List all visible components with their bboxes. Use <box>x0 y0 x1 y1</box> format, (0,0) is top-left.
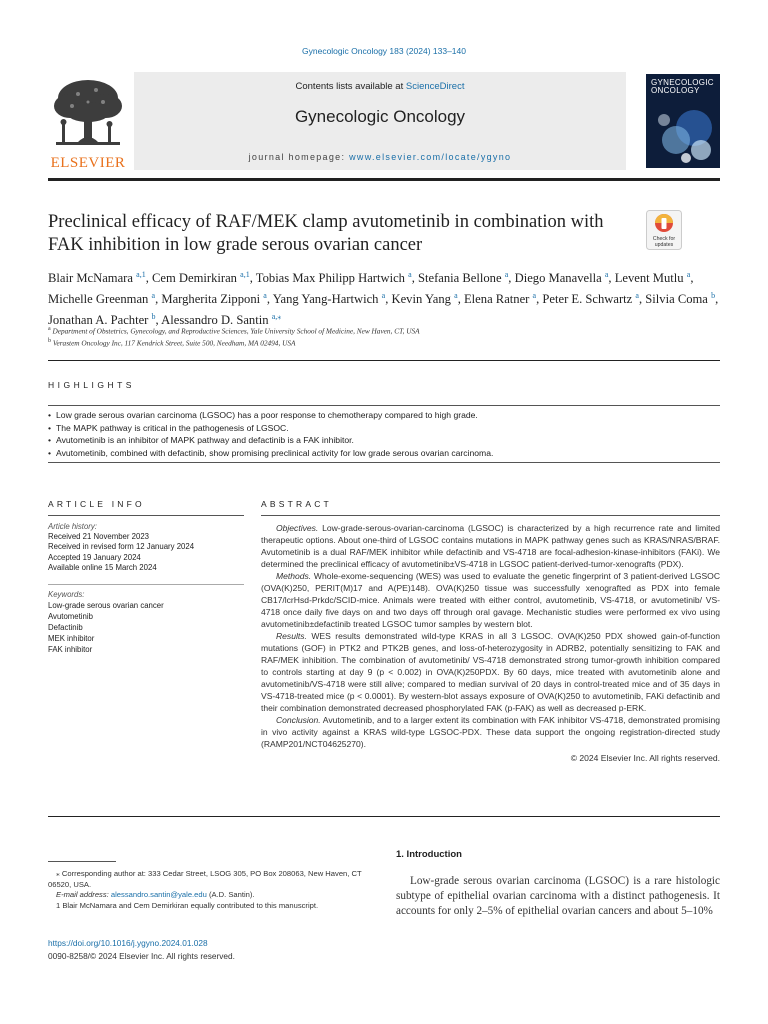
abstract-rule <box>261 515 720 516</box>
highlights-rule-top <box>48 405 720 406</box>
highlights-rule-bottom <box>48 462 720 463</box>
abstract-methods <box>261 570 720 630</box>
author-affiliation-marker[interactable]: a <box>381 291 386 301</box>
author-affiliation-marker[interactable]: b <box>151 312 156 322</box>
history-revised: Received in revised form 12 January 2024 <box>48 542 195 552</box>
affiliation-item <box>48 324 728 336</box>
author-name[interactable]: Elena Ratner <box>463 292 530 307</box>
author-affiliation-marker[interactable]: a <box>635 291 639 301</box>
journal-name: Gynecologic Oncology <box>294 107 466 126</box>
author-affiliation-marker[interactable]: a <box>263 291 267 301</box>
crossmark-icon <box>646 210 682 250</box>
author-name[interactable]: Tobias Max Philipp Hartwich <box>255 271 405 286</box>
abstract-heading: ABSTRACT <box>261 499 332 509</box>
keyword-item: MEK inhibitor <box>48 633 95 643</box>
author-affiliation-marker[interactable]: a,1 <box>240 270 250 279</box>
author-list: Blair McNamara $^{a,1}$, Cem Demirkiran $^{a,1}$, Tobias Max Philipp Hartwich $^a$, Stefania Bellone $^a$, Diego Manavella $^a$, Levent Mutlu $^a$, Michelle Greenman $^a$, Margherita Zipponi $^a$, Yang Yang-Hartwich $^a$, Kevin Yang $^a$, Elena Ratner $^a$, Peter E. Schwartz $^a$, Silvia Coma $^b$, Jonathan A. Pachter $^b$, Alessandro D. Santin $^{a,⁎}$ <box>48 270 719 328</box>
highlight-item: • Avutometinib is an inhibitor of MAPK pathway and defactinib is a FAK inhibitor. <box>48 434 720 447</box>
author-name[interactable]: Yang Yang-Hartwich <box>272 292 379 307</box>
abstract-results <box>261 630 720 714</box>
sciencedirect-link[interactable]: ScienceDirect <box>405 81 465 92</box>
affiliations <box>48 324 728 349</box>
highlight-item: • The MAPK pathway is critical in the pathogenesis of LGSOC. <box>48 422 720 435</box>
article-title: Preclinical efficacy of RAF/MEK clamp avutometinib in combination with FAK inhibition in low grade serous ovarian cancer <box>48 212 604 255</box>
author-affiliation-marker[interactable]: a <box>408 270 412 279</box>
objectives-text: Low-grade-serous-ovarian-carcinoma (LGSOC) is characterized by a high recurrence rate and limited therapeutic options. About one-third of LGSOC contains mutations in MAPK pathway genes such as KRAS/NRAS/BRAF. Avutometinib is a dual RAF/MEK inhibitor while defactinib and VS-4718 are focal-adhesion-kinase-inhibitors (FAKi). We determined the preclinical efficacy of avutometinib±VS-4718 in LGSOC patient-derived-tumor-xenografts (PDX). <box>261 523 720 569</box>
results-text: WES results demonstrated wild-type KRAS in all 3 LGSOC. OVA(K)250 PDX showed gain-of-function mutations (GOF) in PTK2 and PTK2B genes, and loss-of-heterozygosity in ADRB2, potentially sensitizing to FAK and RAF/MEK inhibition. The combination of avutometinib/ VS-4718 demonstrated strong tumor-growth inhibition compared to controls starting at day 9 (p < 0.002) in OVA(K)250PDX. By 60 days, mice treated with avutometinib alone and avutometinib/VS-4718 were still alive; compared to median survival of 20 days in control-treated mice and of 35 days in VS-4718-treated mice (p < 0.0001). By western-blot assays exposure of OVA(K)250 to avutometinib, FAKi defactinib and their combination demonstrated decreased phosphorylated FAK (p-FAK) as well as decreased p-ERK. <box>261 631 720 713</box>
abstract-conclusion <box>261 714 720 750</box>
journal-reference-link[interactable]: Gynecologic Oncology 183 (2024) 133–140 <box>302 46 466 56</box>
masthead-rule <box>48 178 720 181</box>
contents-prefix: Contents lists available at <box>295 81 406 92</box>
elsevier-wordmark: ELSEVIER <box>50 155 126 171</box>
email-note <box>48 890 378 901</box>
affiliation-text: Verastem Oncology Inc, 117 Kendrick Street, Suite 500, Needham, MA 02494, USA <box>51 338 296 348</box>
journal-homepage-link[interactable]: www.elsevier.com/locate/ygyno <box>349 152 512 162</box>
author-name[interactable]: Peter E. Schwartz <box>542 292 633 307</box>
homepage-prefix: journal homepage: <box>248 152 350 162</box>
issn-copyright: 0090-8258/© 2024 Elsevier Inc. All rights reserved. <box>48 951 235 961</box>
doi-link[interactable]: https://doi.org/10.1016/j.ygyno.2024.01.028 <box>48 938 208 948</box>
contents-available-line <box>134 81 626 92</box>
body-rule <box>48 816 720 817</box>
cover-title-line1: GYNECOLOGIC <box>651 78 714 87</box>
crossmark-text-line1: Check for <box>652 236 676 242</box>
section-rule <box>48 360 720 361</box>
footnotes <box>48 869 378 912</box>
affiliation-text: Department of Obstetrics, Gynecology, and Reproductive Sciences, Yale University School of Medicine, New Haven, CT, USA <box>50 326 420 336</box>
author-name[interactable]: Jonathan A. Pachter <box>48 313 149 328</box>
keyword-item: FAK inhibitor <box>48 644 93 654</box>
affiliation-item <box>48 336 728 348</box>
article-info-rule <box>48 515 244 516</box>
author-affiliation-marker[interactable]: a <box>504 270 509 279</box>
history-accepted: Accepted 19 January 2024 <box>48 552 141 562</box>
cover-title <box>651 79 717 95</box>
author-affiliation-marker[interactable]: a,⁎ <box>271 312 282 322</box>
keyword-item: Defactinib <box>48 622 83 632</box>
affiliation-marker: b <box>48 338 51 345</box>
results-label: Results. <box>276 631 307 641</box>
keyword-item: Avutometinib <box>48 611 93 621</box>
author-name[interactable]: Silvia Coma <box>645 292 708 307</box>
history-online: Available online 15 March 2024 <box>48 562 157 572</box>
corresponding-author-note: ⁎ Corresponding author at: 333 Cedar Street, LSOG 305, PO Box 208063, New Haven, CT 06520, USA. <box>48 869 362 889</box>
author-name[interactable]: Alessandro D. Santin <box>161 313 269 328</box>
objectives-label: Objectives. <box>276 523 319 533</box>
keywords-label: Keywords: <box>48 590 85 599</box>
equal-contribution-note: 1 Blair McNamara and Cem Demirkiran equally contributed to this manuscript. <box>56 901 319 911</box>
author-name[interactable]: Levent Mutlu <box>614 271 684 286</box>
crossmark-text-line2: updates <box>654 242 674 248</box>
author-name[interactable]: Cem Demirkiran <box>152 271 237 286</box>
cover-artwork-icon <box>646 100 720 168</box>
keyword-item: Low-grade serous ovarian cancer <box>48 600 164 610</box>
author-affiliation-marker[interactable]: a <box>532 291 537 301</box>
abstract-objectives <box>261 522 720 570</box>
elsevier-logo[interactable] <box>48 76 128 171</box>
abstract-copyright: © 2024 Elsevier Inc. All rights reserved. <box>570 753 720 763</box>
article-history <box>48 522 244 573</box>
author-affiliation-marker[interactable]: a <box>686 270 691 279</box>
check-for-updates-badge[interactable] <box>646 210 682 250</box>
email-link[interactable]: alessandro.santin@yale.edu <box>110 890 207 900</box>
author-affiliation-marker[interactable]: a <box>604 270 609 279</box>
cover-title-line2: ONCOLOGY <box>651 86 700 95</box>
introduction-text: Low-grade serous ovarian carcinoma (LGSOC) is a rare histologic subtype of epithelial ovarian carcinoma with a distinct pathogenesis. It accounts for only 2–5% of epithelial ovarian cancers and about 5–10% <box>396 875 720 917</box>
abstract-body <box>261 522 720 764</box>
highlight-item: • Avutometinib, combined with defactinib, show promising preclinical activity for low grade serous ovarian carcinoma. <box>48 447 720 460</box>
conclusion-text: Avutometinib, and to a larger extent its combination with FAK inhibitor VS-4718, demonstrated promising in vivo activity against a KRAS wild-type LGSOC-PDX. These data support the ongoing registration-directed study (RAMP201/NCT04625270). <box>261 715 720 749</box>
history-label: Article history: <box>48 522 97 531</box>
affiliation-marker: a <box>48 326 51 332</box>
methods-label: Methods. <box>276 571 312 581</box>
journal-cover-thumbnail[interactable] <box>646 74 720 168</box>
author-name[interactable]: Diego Manavella <box>514 271 602 286</box>
journal-homepage-line <box>134 152 626 162</box>
elsevier-tree-icon <box>48 76 128 150</box>
author-affiliation-marker[interactable]: a <box>454 291 458 301</box>
highlights-heading: HIGHLIGHTS <box>48 380 135 390</box>
author-name[interactable]: Margherita Zipponi <box>161 292 261 307</box>
email-label: E-mail address: <box>56 890 109 900</box>
highlights-list <box>48 409 720 459</box>
author-name[interactable]: Stefania Bellone <box>417 271 502 286</box>
highlight-item: • Low grade serous ovarian carcinoma (LGSOC) has a poor response to chemotherapy compared to high grade. <box>48 409 720 422</box>
introduction-heading: 1. Introduction <box>396 849 462 860</box>
author-affiliation-marker[interactable]: b <box>711 291 716 301</box>
author-affiliation-marker[interactable]: a,1 <box>136 270 146 279</box>
article-info-heading: ARTICLE INFO <box>48 499 145 509</box>
author-name[interactable]: Blair McNamara <box>48 271 133 286</box>
keywords <box>48 590 244 655</box>
author-affiliation-marker[interactable]: a <box>151 291 156 301</box>
email-suffix: (A.D. Santin). <box>206 890 255 900</box>
article-info-divider <box>48 584 244 585</box>
methods-text: Whole-exome-sequencing (WES) was used to evaluate the genetic fingerprint of 3 patient-derived LGSOC (OVA(K)250, PERIT(M)17 and A(PE)148). OVA(K)250 tissue was successfully xenografted as PDX into female CB17/lcrHsd-Prkdc/SCID-mice. Animals were treated with either control, avutometinib, VS-4718, or avutometinib/ VS-4718 once daily five days on and two days off through oral gavage. Mechanistic studies were performed ex vivo using avutometinib±defactinib treated LGSOC tumor samples by western blot. <box>261 571 720 629</box>
footnote-rule <box>48 861 116 862</box>
author-name[interactable]: Kevin Yang <box>391 292 451 307</box>
author-name[interactable]: Michelle Greenman <box>48 292 149 307</box>
conclusion-label: Conclusion. <box>276 715 321 725</box>
history-received: Received 21 November 2023 <box>48 532 149 542</box>
